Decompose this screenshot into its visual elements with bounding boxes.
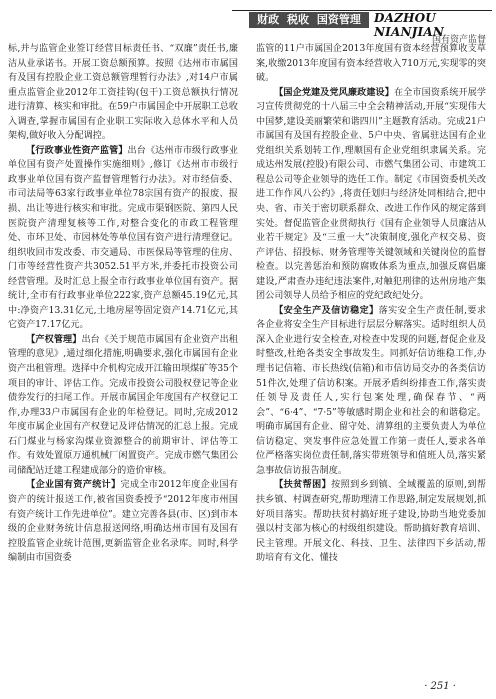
section-safety-stability: [256, 304, 486, 479]
section-body: 出台《达州市市级行政事业单位国有资产处置操作实施细则》,修订《达州市市级行政事业单位国有资产监督管理暂行办法》。对市经信委、市司法局等63家行政事业单位78宗国有资产的报废、报损、出让等进行核实和审批。完成市渠钢医院、第四人民医院资产清理复核等工作,对整合变化的市政工程管理处、市环卫处、市园林处等单位国有资产进行清理登记。组织收回市发改委、市交通局、市医保局等管理的住房、门市等经营性资产共3052.51平方米,并委托市投资公司经营管理。及时汇总上报全市行政事业单位国有资产。据统计,全市有行政事业单位222家,资产总额45.19亿元,其中:净资产13.31亿元,土地房屋等固定资产14.71亿元,其它资产17.17亿元。: [8, 145, 238, 331]
section-heading: 【国企党建及党风廉政建设】: [274, 87, 394, 98]
paragraph: 标,并与监管企业签订经营目标责任书、“双廉”责任书,廉洁从业承诺书。开展工资总额预算。按照《达州市市属国有及国有控股企业工资总额管理暂行办法》,对14户市属重点监管企业2012年工资挂钩(包干)工资总额执行情况进行清算、核实和审批。在59户市属国企中开展职工总收入调查,掌握市属国有企业职工实际收入总体水平和人员架构,做好收入分配调控。: [8, 44, 238, 142]
header-nav-asset-management: 国资管理: [316, 13, 361, 26]
section-heading: 【行政事业性资产监管】: [26, 145, 128, 156]
section-body: 落实安全生产责任制,要求各企业将安全生产目标进行层层分解落实。适时组织人员深入企业进行安全检查,对检查中发现的问题,督促企业及时整改,杜绝各类安全事故发生。同抓好信访维稳工作,办理书记信箱、市长热线(信箱)和市信访局交办的各类信访51件次,处理了信访积案。开展矛盾纠纷排查工作,落实责任领导及责任人,实行包案处理,确保春节、“两会”、“6·4”、“7·5”等敏感时期企业和社会的和谐稳定。明确市属国有企业、留守处、清算组的主要负责人为单位信访稳定、突发事件应急处置工作第一责任人,要求各单位严格落实岗位责任制,落实带班领导和值班人员,落实紧急事故信访报告制度。: [256, 305, 486, 476]
section-poverty-relief: [256, 478, 486, 565]
section-body: 按照到乡到镇、全域覆盖的原则,到帮扶乡镇、村调查研究,帮助理清工作思路,制定发展规划,抓好项目落实。帮助扶贫村搞好班子建设,协助当地党委加强以村支部为核心的村级组织建设。帮助搞好教育培训、民主管理。开展文化、科技、卫生、法律四下乡活动,帮助培育有文化、懂技: [256, 480, 486, 564]
page-header: [0, 0, 496, 46]
section-heading: 【扶贫帮困】: [274, 480, 332, 491]
section-property-rights: [8, 333, 238, 478]
section-body: 在全市国资系统开展学习宣传贯彻党的十八届三中全会精神活动,开展“实现伟大中国梦,建设美丽繁荣和谐四川”主题教育活动。完成21户市属国有及国有控股企业、5户中央、省属驻达国有企业党组织关系划转工作,理顺国有企业党组织隶属关系。完成达州发展(控股)有限公司、市燃气集团公司、市建筑工程总公司等企业领导的选任工作。制定《市国资委机关改进工作作风八公约》,将责任划归与经济处同相结合,把中央、省、市关于密切联系群众、改进工作作风的规定落到实处。督促监管企业贯彻执行《国有企业领导人员廉洁从业若干规定》及“三重一大”决策制度,强化产权交易、资产评估、招投标、财务管理等关键领域和关键岗位的监督检查。以完善惩治和预防腐败体系为重点,加强反腐倡廉建设,严肃查办违纪违法案件,对触犯刑律的达州房地产集团公司领导人员给予相应的党纪政纪处分。: [256, 87, 486, 302]
right-column: [256, 42, 486, 566]
header-nav-tax: 税收: [287, 13, 309, 26]
section-heading: 【安全生产及信访稳定】: [274, 305, 379, 316]
left-column: [8, 42, 238, 566]
yearbook-title: DAZHOU NIANJIAN: [374, 11, 445, 39]
section-heading: 【产权管理】: [26, 334, 82, 345]
section-administrative-assets: [8, 144, 238, 333]
paragraph: 监管的11户市属国企2013年度国有资本经营预算收支草案,收缴2013年度国有资本经营收入710万元,实现零的突破。: [256, 44, 486, 84]
section-body: 出台《关于规范市属国有企业资产出租管理的意见》,通过细化措施,明确要求,强化市属国有企业资产出租管理。选择中介机构完成开江输田坝煤矿等35个项目的审计、评估工作。完成市投资公司股权登记等企业债券发行的扫尾工作。开展市属国企年度国有产权登记工作,办理33户市属国有企业的年检登记。同时,完成2012年度市属企业国有产权登记及评估情况的汇总上报。完成石门煤业与杨家沟煤业资源整合的前期审计、评估等工作。有效处置原万通机械厂闲置资产。完成市燃气集团公司储配站迁建工程建成部分的造价审核。: [8, 334, 238, 476]
header-nav-finance: 财政: [257, 13, 280, 26]
section-asset-statistics: [8, 478, 238, 565]
section-body: 完成全市2012年度企业国有资产的统计报送工作,被省国资委授予“2012年度市州国有资产统计工作先进单位”。建立完善各县(市、区)到市本级的企业财务统计信息报送网络,明确达州市国有及国有控股监管企业统计范围,更新监管企业名录库。同时,科学编制由市国资委: [8, 480, 238, 564]
header-section-tag: [249, 12, 369, 28]
page-number: · 251 ·: [424, 681, 456, 692]
section-subtitle: 国有资产监督: [431, 35, 486, 45]
section-heading: 【企业国有资产统计】: [26, 480, 121, 491]
section-party-building: [256, 86, 486, 304]
